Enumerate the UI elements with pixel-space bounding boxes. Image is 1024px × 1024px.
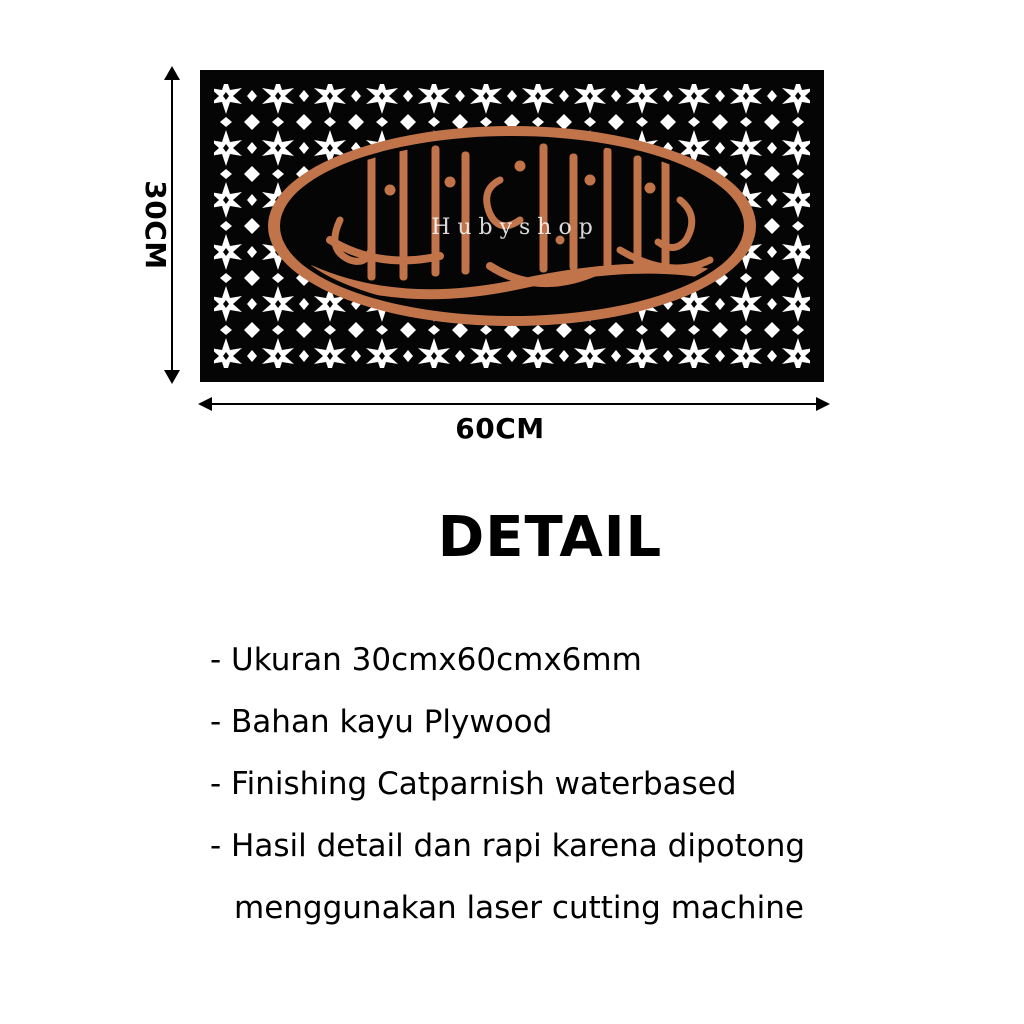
product-image <box>200 70 824 382</box>
detail-item-finishing: - Finishing Catparnish waterbased <box>210 766 737 802</box>
detail-item-quality-continued: menggunakan laser cutting machine <box>234 890 804 926</box>
detail-heading: DETAIL <box>437 505 663 570</box>
detail-item-material: - Bahan kayu Plywood <box>210 704 553 740</box>
detail-item-quality: - Hasil detail dan rapi karena dipotong <box>210 828 806 864</box>
detail-list <box>210 638 970 948</box>
height-dimension-label: 30CM <box>139 180 172 270</box>
detail-item-size: - Ukuran 30cmx60cmx6mm <box>210 642 642 678</box>
watermark-text: H u b y s h o p <box>431 215 593 240</box>
width-dimension-label: 60CM <box>455 412 545 445</box>
